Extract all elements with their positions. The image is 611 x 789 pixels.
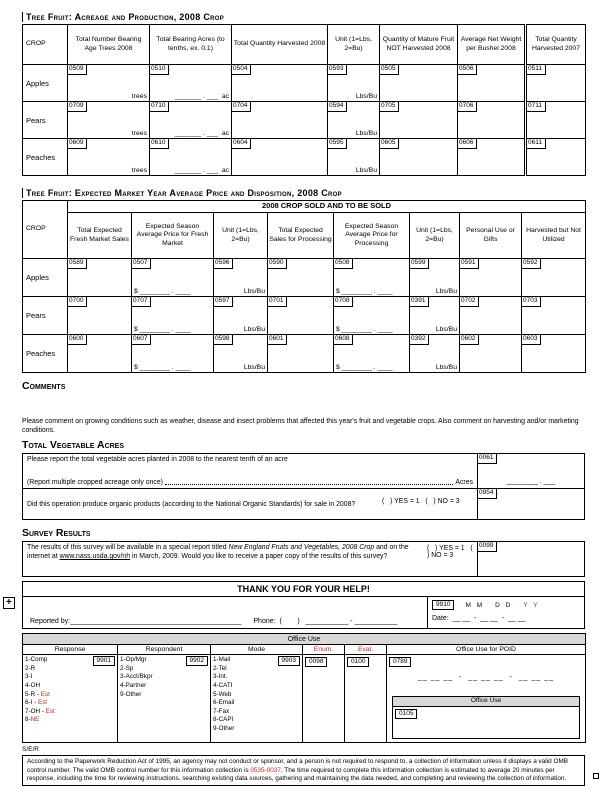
col-header-fresh-sales: Total Expected Fresh Market Sales [68,213,132,259]
fresh-price-cell[interactable] [132,259,214,297]
net-weight-cell[interactable] [458,65,526,102]
response-option [25,708,55,717]
table-row-pears [23,297,586,335]
col-header-unit: Unit (1=Lbs, 2=Bu) [328,25,380,65]
unit-cell[interactable] [328,139,380,176]
field-code: 0708 [334,297,353,307]
respondent-code-field[interactable]: 9902 [186,656,208,666]
response-option [25,691,55,700]
survey-results-heading: Survey Results [22,527,91,540]
comments-heading: Comments [22,380,66,392]
reported-by-label: Reported by: [30,618,71,626]
date-field[interactable]: __ __ - __ __ - __ __ [448,615,526,623]
office-use-header: Office Use [23,634,586,645]
col-header-crop: CROP [23,25,68,65]
response-option [25,673,55,682]
field-code: 0505 [380,65,399,75]
vegetable-acres-question-row [23,454,584,489]
date-box [427,597,584,628]
field-code: 0608 [334,335,353,345]
not-utilized-cell[interactable] [522,297,586,335]
field-code: 0609 [68,139,87,149]
vegetable-acres-heading: Total Vegetable Acres [22,439,125,452]
comments-instructions: Please comment on growing conditions such as weather, disease and insect problems that affected this year's fruit and vegetable crops. Also comment on harvesting and/or marketing conditions. [22,418,579,434]
fresh-price-cell[interactable] [132,335,214,373]
acreage-table-title: Tree Fruit: Acreage and Production, 2008 Crop [22,12,585,22]
respondent-cell [118,655,211,743]
field-code: 0706 [458,102,477,112]
paper-copy-yes-no-options[interactable]: ( ) YES = 1 ( ) NO = 3 [427,545,479,560]
bearing-trees-cell[interactable] [68,102,150,139]
quantity-harvested-2008-cell[interactable] [232,102,328,139]
unit-label: Lbs/Bu [355,93,377,100]
respondent-option: 4-Partner [120,682,147,690]
quantity-harvested-2008-cell[interactable] [232,65,328,102]
net-weight-cell[interactable] [458,139,526,176]
poid-entry-field[interactable]: __ __ __ - __ __ __ - __ __ __ [418,674,554,682]
col-header-qty-harvested-2008: Total Quantity Harvested 2008 [232,25,328,65]
table-row-apples [23,259,586,297]
field-code: 0710 [150,102,169,112]
response-option [25,665,55,674]
fresh-market-sales-cell[interactable] [68,335,132,373]
bearing-acres-cell[interactable] [150,102,232,139]
price-blank: $ ________ . ____ [134,326,191,333]
unit-label: Lbs/Bu [355,130,377,137]
respondent-option: 2-Sp [120,664,134,672]
personal-use-cell[interactable] [460,297,522,335]
bearing-trees-cell[interactable] [68,139,150,176]
mode-option: 3-Int. [213,673,228,681]
response-option [25,656,55,665]
processing-unit-cell[interactable] [410,297,460,335]
organic-field[interactable] [477,489,584,519]
date-label: Date: [432,615,449,623]
survey-results-box [22,541,585,577]
option-text: 4-OH [25,682,41,690]
enum-cell [303,655,345,743]
reported-by-line [23,597,427,628]
price-blank: $ ________ . ____ [134,364,191,371]
office-col-header-enum: Enum. [303,645,345,655]
date-entry-row [432,615,580,622]
office-col-header-poid: Office Use for POID [387,645,586,655]
field-code: 0605 [380,139,399,149]
not-harvested-cell[interactable] [380,65,458,102]
response-options [25,656,55,725]
field-code: 0610 [150,139,169,149]
phone-label: Phone: [253,618,276,626]
bearing-acres-cell[interactable] [150,139,232,176]
prn-text-part1: According to the Paperwork Reduction Act of 1995, an agency may not conduct or sponsor, and a person is not required to respond to, a collection of information unless it displays a valid OMB control number. The valid OMB control number for this information collection is [27,758,569,774]
quantity-harvested-2007-cell[interactable] [526,65,586,102]
dotted-leader [165,484,453,485]
unit-label: Lbs/Bu [435,288,457,295]
col-header-bearing-trees: Total Number Bearing Age Trees 2008 [68,25,150,65]
mode-option: 1-Mail [213,656,231,664]
price-disposition-table [22,200,586,373]
registration-square-mark [593,773,599,779]
mode-option: 5-Web [213,690,232,698]
col-header-processing-sales: Total Expected Sales for Processing [268,213,334,259]
table-row-peaches [23,139,586,176]
field-code: 0504 [232,65,251,75]
comments-writing-area[interactable] [22,392,585,416]
office-use-column-headers [23,645,586,655]
omb-control-number: 0535-0037 [250,766,281,774]
office-col-header-mode: Mode [211,645,303,655]
mode-option: 6-Email [213,699,235,707]
registration-plus-mark: + [3,597,15,609]
table2-header-row [23,213,586,259]
not-utilized-cell[interactable] [522,335,586,373]
option-text: 5-R - [25,690,41,698]
office-use-inner-body [393,707,579,721]
crop-name-cell: Pears [23,102,68,139]
fresh-market-sales-cell[interactable] [68,259,132,297]
response-option [25,699,55,708]
survey-text-part3: in March, 2009. Would you like to receive a paper copy of the results of this survey? [130,553,388,561]
fresh-market-sales-cell[interactable] [68,297,132,335]
option-text: 8- [25,716,31,724]
acres-blank: _______ . ___ ac [174,93,229,100]
field-code: 0391 [410,297,429,307]
acres-blank: _______ . ___ ac [174,167,229,174]
unit-label: Lbs/Bu [243,288,265,295]
field-code: 0602 [460,335,479,345]
field-code: 0099 [478,542,497,552]
vegetable-acres-field[interactable] [477,454,584,488]
vegetable-acres-question [23,454,477,488]
field-code: 0700 [68,297,87,307]
mode-option: 9-Other [213,725,235,732]
field-code: 0606 [458,139,477,149]
col-header-processing-price: Expected Season Average Price for Processing [334,213,410,259]
mode-cell [211,655,303,743]
not-utilized-cell[interactable] [522,259,586,297]
organic-question: Did this operation produce organic products (according to the National Organic Standards) for sale in 2008? [27,500,356,508]
col-header-bearing-acres: Total Bearing Acres (to tenths, ex. 0.1) [150,25,232,65]
quantity-harvested-2007-cell[interactable] [526,102,586,139]
month-placeholder: M M [465,601,485,609]
fresh-price-cell[interactable] [132,297,214,335]
unit-cell[interactable] [328,65,380,102]
field-code: 0702 [460,297,479,307]
office-col-header-respondent: Respondent [118,645,211,655]
mode-option: 4-CATI [213,682,233,690]
trees-suffix: trees [131,167,147,174]
paperwork-reduction-notice [22,755,585,786]
col-header-processing-unit: Unit (1=Lbs, 2=Bu) [410,213,460,259]
fresh-unit-cell[interactable] [214,335,268,373]
not-harvested-cell[interactable] [380,139,458,176]
bearing-acres-cell[interactable] [150,65,232,102]
year-placeholder: Y Y [523,601,540,609]
multiple-crop-note: (Report multiple cropped acreage only once) [27,479,163,487]
processing-price-cell[interactable] [334,335,410,373]
field-code: 0598 [214,335,233,345]
field-code: 0611 [527,139,546,149]
price-blank: $ ________ . ____ [336,326,393,333]
field-code: 0510 [150,65,169,75]
field-code: 0592 [522,259,541,269]
survey-results-row [23,542,584,576]
field-code: 0596 [214,259,233,269]
eval-code-field[interactable]: 0100 [347,657,369,667]
enum-code-field[interactable]: 0098 [305,657,327,667]
mode-code-field[interactable]: 9903 [278,656,300,666]
unit-cell[interactable] [328,102,380,139]
office-col-header-response: Response [23,645,118,655]
date-field-code: 9910 [432,600,454,610]
respondent-options [120,656,153,699]
organic-question-row [23,489,584,519]
mode-option: 8-CAPI [213,716,234,724]
survey-text-part1: The results of this survey will be available in a special report titled [27,544,229,552]
quantity-harvested-2007-cell[interactable] [526,139,586,176]
crop-name-cell: Peaches [23,335,68,373]
processing-unit-cell[interactable] [410,335,460,373]
field-code: 0593 [328,65,347,75]
eval-cell [345,655,387,743]
price-blank: $ ________ . ____ [336,364,393,371]
option-text-red: Est [37,699,48,707]
field-code: 0711 [527,102,546,112]
col-header-fresh-price: Expected Season Average Price for Fresh Market [132,213,214,259]
office-use-inner-header: Office Use [393,697,579,707]
respondent-option: 1-Op/Mgr [120,656,147,664]
fresh-unit-cell[interactable] [214,297,268,335]
table1-header-row [23,25,586,65]
field-code: 0392 [410,335,429,345]
inner-code-field[interactable]: 0105 [395,709,417,719]
price-blank: $ ________ . ____ [134,288,191,295]
option-text: 6-I - [25,699,38,707]
field-code: 0506 [458,65,477,75]
prn-text-part2: . The time required to complete this information collection is estimated to average 20 minutes per response, including the time for reviewing instructions, searching existing data sources, gathering and maintaining the data needed, and completing and reviewing the collection of information. [27,766,567,782]
ser-label: S/E/R [22,746,39,754]
poid-code-field: 0789 [389,657,411,667]
field-code: 0705 [380,102,399,112]
field-code: 0601 [268,335,287,345]
report-title: New England Fruits and Vegetables, 2008 Crop [228,544,375,552]
respondent-option: 3-Acct/Bkpr [120,673,153,681]
table-row-peaches [23,335,586,373]
office-col-header-eval: Eval. [345,645,387,655]
date-code-row [432,600,580,610]
field-code: 0061 [478,454,497,464]
office-use-inner-box [392,696,580,739]
field-code: 0589 [68,259,87,269]
trees-suffix: trees [131,93,147,100]
response-option [25,682,55,691]
unit-label: Lbs/Bu [243,364,265,371]
quantity-harvested-2008-cell[interactable] [232,139,328,176]
trees-suffix: trees [131,130,147,137]
price-disposition-table-title: Tree Fruit: Expected Market Year Average Price and Disposition, 2008 Crop [22,188,585,198]
col-header-personal-use: Personal Use or Gifts [460,213,522,259]
mode-option: 2-Tel [213,664,227,672]
col-header-qty-harvested-2007: Total Quantity Harvested 2007 [526,25,586,65]
unit-label: Lbs/Bu [435,364,457,371]
survey-text-part2: and on the internet at [27,544,409,561]
poid-cell [387,655,586,743]
nass-url-link[interactable]: www.nass.usda.gov/nh [59,553,131,561]
unit-label: Lbs/Bu [435,326,457,333]
option-text-red: Est [40,690,50,698]
personal-use-cell[interactable] [460,259,522,297]
field-code: 0599 [410,259,429,269]
unit-label: Lbs/Bu [243,326,265,333]
field-code: 0607 [132,335,151,345]
field-code: 0703 [522,297,541,307]
mode-options [213,656,234,733]
field-code: 0595 [328,139,347,149]
reported-by-field[interactable]: ____________________________________________ [70,618,242,626]
paper-copy-field[interactable] [477,542,584,576]
response-code-field[interactable]: 9901 [93,656,115,666]
processing-sales-cell[interactable] [268,297,334,335]
span-header-2008-crop-sold: 2008 CROP SOLD AND TO BE SOLD [68,201,586,213]
field-code: 0600 [68,335,87,345]
price-blank: $ ________ . ____ [336,288,393,295]
field-code: 0707 [132,297,151,307]
vegetable-acres-question-line2 [27,479,473,486]
office-use-body-row [23,655,586,743]
option-text: 2-R [25,664,36,672]
col-header-net-weight: Average Net Weight per Bushel 2008 [458,25,526,65]
crop-name-cell: Apples [23,65,68,102]
survey-results-text [23,542,427,576]
signoff-strip [22,596,585,629]
option-text-red: Est [45,707,55,715]
fresh-unit-cell[interactable] [214,259,268,297]
vegetable-acres-box [22,453,585,520]
field-code: 0704 [232,102,251,112]
field-code: 0508 [334,259,353,269]
field-code: 0591 [460,259,479,269]
field-code: 0590 [268,259,287,269]
field-code: 0507 [132,259,151,269]
field-code: 0511 [527,65,546,75]
crop-name-cell: Peaches [23,139,68,176]
thank-you-banner: THANK YOU FOR YOUR HELP! [22,581,585,597]
day-placeholder: D D [495,601,513,609]
processing-price-cell[interactable] [334,259,410,297]
response-option [25,716,55,725]
table2-span-header-row [23,201,586,213]
acres-blank: _______ . ___ ac [174,130,229,137]
table-row-pears [23,102,586,139]
unit-label: Lbs/Bu [355,167,377,174]
processing-unit-cell[interactable] [410,259,460,297]
vegetable-acres-question-line1: Please report the total vegetable acres planted in 2008 to the nearest tenth of an acre [27,456,288,464]
phone-field[interactable]: ( ) ___________ - ___________ [275,618,398,626]
option-text-red: NE [30,716,40,724]
net-weight-cell[interactable] [458,102,526,139]
processing-price-cell[interactable] [334,297,410,335]
crop-name-cell: Pears [23,297,68,335]
office-use-title-row [23,634,586,645]
response-cell [23,655,118,743]
acreage-production-table [22,24,586,176]
personal-use-cell[interactable] [460,335,522,373]
col-header-fresh-unit: Unit (1=Lbs, 2=Bu) [214,213,268,259]
acres-blank: ________ . ___ [506,478,556,486]
col-header-not-utilized: Harvested but Not Utilized [522,213,586,259]
organic-yes-no-options[interactable]: ( ) YES = 1 ( ) NO = 3 [382,498,460,506]
processing-sales-cell[interactable] [268,335,334,373]
field-code: 0604 [232,139,251,149]
bearing-trees-cell[interactable] [68,65,150,102]
office-use-table [22,633,586,743]
mode-option: 7-Fax [213,707,230,715]
field-code: 0709 [68,102,87,112]
acres-unit-label: Acres [455,479,473,487]
option-text: 3-I [25,673,33,681]
field-code: 0509 [68,65,87,75]
respondent-option: 9-Other [120,690,142,698]
table-row-apples [23,65,586,102]
form-content [22,12,585,786]
field-code: 0597 [214,297,233,307]
field-code: 0594 [328,102,347,112]
option-text: 7-OH - [25,707,46,715]
processing-sales-cell[interactable] [268,259,334,297]
col-header-crop: CROP [23,201,68,259]
field-code: 0701 [268,297,287,307]
not-harvested-cell[interactable] [380,102,458,139]
col-header-not-harvested: Quantity of Mature Fruit NOT Harvested 2008 [380,25,458,65]
option-text: 1-Comp [25,656,48,664]
field-code: 0954 [478,489,497,499]
field-code: 0603 [522,335,541,345]
crop-name-cell: Apples [23,259,68,297]
